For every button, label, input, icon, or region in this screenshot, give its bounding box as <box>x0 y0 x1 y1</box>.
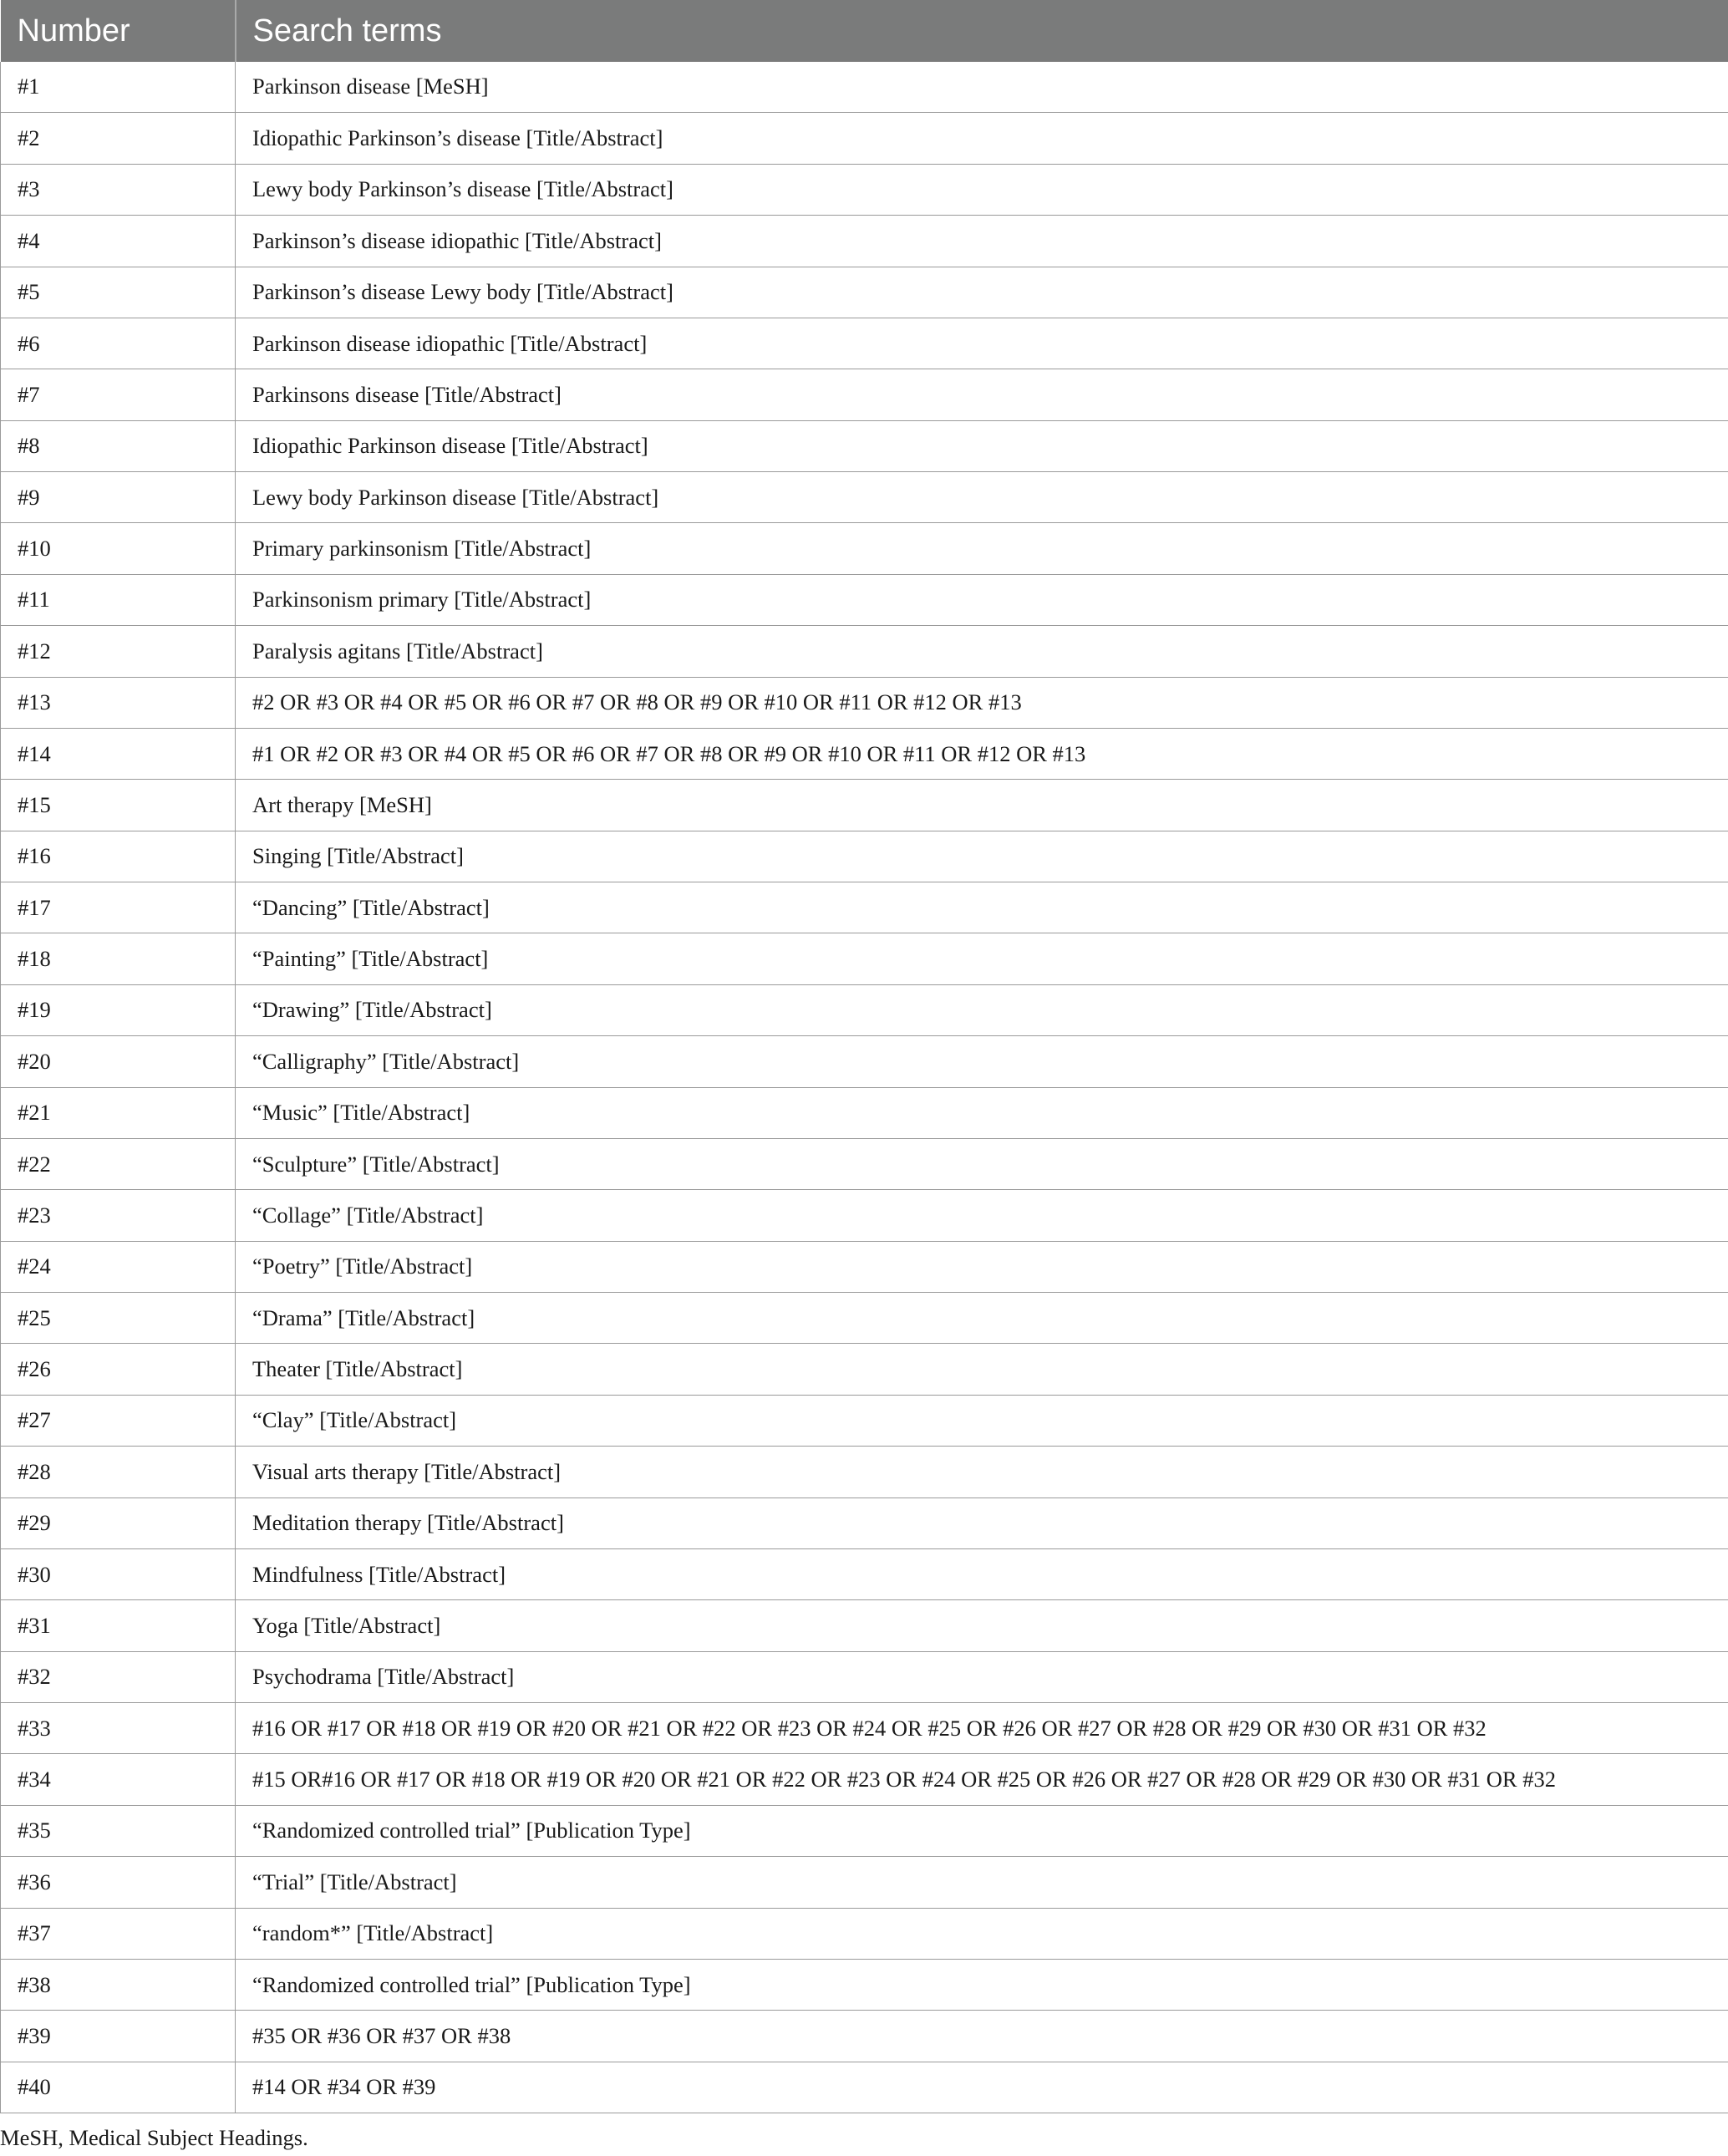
table-row <box>1 216 1728 267</box>
search-terms-cell: Theater [Title/Abstract] <box>236 1344 1728 1395</box>
row-number-cell: #12 <box>1 626 236 677</box>
row-number-cell: #2 <box>1 113 236 164</box>
row-number-cell: #16 <box>1 831 236 882</box>
search-terms-cell: Idiopathic Parkinson’s disease [Title/Abstract] <box>236 113 1728 164</box>
row-number-cell: #35 <box>1 1805 236 1856</box>
search-terms-cell: Visual arts therapy [Title/Abstract] <box>236 1447 1728 1498</box>
search-terms-cell: “Randomized controlled trial” [Publication Type] <box>236 1959 1728 2010</box>
search-terms-cell: “Music” [Title/Abstract] <box>236 1087 1728 1138</box>
row-number-cell: #21 <box>1 1087 236 1138</box>
table-row <box>1 831 1728 882</box>
search-terms-cell: Mindfulness [Title/Abstract] <box>236 1548 1728 1599</box>
search-terms-cell: Psychodrama [Title/Abstract] <box>236 1651 1728 1702</box>
search-terms-cell: Parkinson’s disease Lewy body [Title/Abstract] <box>236 267 1728 318</box>
search-terms-cell: Idiopathic Parkinson disease [Title/Abstract] <box>236 420 1728 471</box>
row-number-cell: #15 <box>1 780 236 831</box>
table-row <box>1 1087 1728 1138</box>
row-number-cell: #17 <box>1 882 236 933</box>
table-row <box>1 728 1728 779</box>
row-number-cell: #39 <box>1 2011 236 2062</box>
row-number-cell: #19 <box>1 984 236 1035</box>
row-number-cell: #38 <box>1 1959 236 2010</box>
search-terms-cell: #35 OR #36 OR #37 OR #38 <box>236 2011 1728 2062</box>
search-terms-cell: Art therapy [MeSH] <box>236 780 1728 831</box>
table-row <box>1 1498 1728 1548</box>
row-number-cell: #26 <box>1 1344 236 1395</box>
search-terms-cell: Primary parkinsonism [Title/Abstract] <box>236 523 1728 574</box>
row-number-cell: #7 <box>1 369 236 420</box>
table-row <box>1 1703 1728 1754</box>
table-row <box>1 1447 1728 1498</box>
table-row <box>1 780 1728 831</box>
table-row <box>1 1548 1728 1599</box>
search-terms-cell: “Randomized controlled trial” [Publication Type] <box>236 1805 1728 1856</box>
table-row <box>1 113 1728 164</box>
search-terms-cell: Parkinsons disease [Title/Abstract] <box>236 369 1728 420</box>
table-row <box>1 1344 1728 1395</box>
table-row <box>1 933 1728 984</box>
search-terms-cell: “Calligraphy” [Title/Abstract] <box>236 1036 1728 1087</box>
search-terms-cell: Yoga [Title/Abstract] <box>236 1600 1728 1651</box>
row-number-cell: #33 <box>1 1703 236 1754</box>
table-row <box>1 1754 1728 1805</box>
table-row <box>1 1190 1728 1241</box>
row-number-cell: #31 <box>1 1600 236 1651</box>
table-row <box>1 164 1728 215</box>
row-number-cell: #4 <box>1 216 236 267</box>
search-terms-cell: “Poetry” [Title/Abstract] <box>236 1241 1728 1292</box>
search-terms-cell: “Dancing” [Title/Abstract] <box>236 882 1728 933</box>
row-number-cell: #24 <box>1 1241 236 1292</box>
row-number-cell: #36 <box>1 1857 236 1908</box>
row-number-cell: #5 <box>1 267 236 318</box>
search-terms-cell: “Drama” [Title/Abstract] <box>236 1293 1728 1344</box>
search-terms-cell: #2 OR #3 OR #4 OR #5 OR #6 OR #7 OR #8 OR #9 OR #10 OR #11 OR #12 OR #13 <box>236 677 1728 728</box>
table-row <box>1 2062 1728 2113</box>
search-terms-cell: Parkinson disease idiopathic [Title/Abstract] <box>236 318 1728 369</box>
row-number-cell: #10 <box>1 523 236 574</box>
table-row <box>1 1908 1728 1959</box>
column-header-number: Number <box>1 1 236 62</box>
search-terms-cell: “Trial” [Title/Abstract] <box>236 1857 1728 1908</box>
table-row <box>1 1600 1728 1651</box>
search-terms-cell: “Sculpture” [Title/Abstract] <box>236 1138 1728 1189</box>
row-number-cell: #9 <box>1 472 236 523</box>
row-number-cell: #20 <box>1 1036 236 1087</box>
table-body <box>1 62 1728 2113</box>
table-row <box>1 62 1728 113</box>
search-terms-cell: “Collage” [Title/Abstract] <box>236 1190 1728 1241</box>
search-terms-cell: Parkinson’s disease idiopathic [Title/Abstract] <box>236 216 1728 267</box>
search-terms-cell: “Painting” [Title/Abstract] <box>236 933 1728 984</box>
table-row <box>1 2011 1728 2062</box>
search-terms-cell: Singing [Title/Abstract] <box>236 831 1728 882</box>
row-number-cell: #28 <box>1 1447 236 1498</box>
row-number-cell: #25 <box>1 1293 236 1344</box>
table-header <box>1 1 1728 62</box>
table-row <box>1 267 1728 318</box>
search-terms-cell: “Drawing” [Title/Abstract] <box>236 984 1728 1035</box>
row-number-cell: #40 <box>1 2062 236 2113</box>
search-terms-cell: Paralysis agitans [Title/Abstract] <box>236 626 1728 677</box>
row-number-cell: #23 <box>1 1190 236 1241</box>
search-terms-cell: #15 OR#16 OR #17 OR #18 OR #19 OR #20 OR #21 OR #22 OR #23 OR #24 OR #25 OR #26 OR #27 OR #28 OR #29 OR #30 OR #31 OR #32 <box>236 1754 1728 1805</box>
column-header-search-terms: Search terms <box>236 1 1728 62</box>
table-row <box>1 626 1728 677</box>
search-terms-cell: Lewy body Parkinson’s disease [Title/Abstract] <box>236 164 1728 215</box>
table-row <box>1 1138 1728 1189</box>
table-row <box>1 574 1728 625</box>
table-row <box>1 523 1728 574</box>
table-row <box>1 318 1728 369</box>
row-number-cell: #8 <box>1 420 236 471</box>
table-row <box>1 1036 1728 1087</box>
row-number-cell: #14 <box>1 728 236 779</box>
table-footnote: MeSH, Medical Subject Headings. <box>0 2125 308 2150</box>
row-number-cell: #29 <box>1 1498 236 1548</box>
table-row <box>1 1959 1728 2010</box>
table-row <box>1 1857 1728 1908</box>
row-number-cell: #3 <box>1 164 236 215</box>
search-terms-cell: “Clay” [Title/Abstract] <box>236 1395 1728 1446</box>
table-row <box>1 1395 1728 1446</box>
search-terms-cell: Parkinson disease [MeSH] <box>236 62 1728 113</box>
row-number-cell: #30 <box>1 1548 236 1599</box>
row-number-cell: #32 <box>1 1651 236 1702</box>
table-row <box>1 1651 1728 1702</box>
table-row <box>1 677 1728 728</box>
table-row <box>1 984 1728 1035</box>
search-terms-cell: “random*” [Title/Abstract] <box>236 1908 1728 1959</box>
table-row <box>1 1805 1728 1856</box>
search-terms-cell: #14 OR #34 OR #39 <box>236 2062 1728 2113</box>
search-terms-cell: #1 OR #2 OR #3 OR #4 OR #5 OR #6 OR #7 OR #8 OR #9 OR #10 OR #11 OR #12 OR #13 <box>236 728 1728 779</box>
table-row <box>1 420 1728 471</box>
row-number-cell: #11 <box>1 574 236 625</box>
table-header-row <box>1 1 1728 62</box>
row-number-cell: #1 <box>1 62 236 113</box>
search-terms-cell: Parkinsonism primary [Title/Abstract] <box>236 574 1728 625</box>
row-number-cell: #37 <box>1 1908 236 1959</box>
row-number-cell: #22 <box>1 1138 236 1189</box>
search-terms-cell: Meditation therapy [Title/Abstract] <box>236 1498 1728 1548</box>
row-number-cell: #13 <box>1 677 236 728</box>
search-terms-cell: Lewy body Parkinson disease [Title/Abstract] <box>236 472 1728 523</box>
search-terms-cell: #16 OR #17 OR #18 OR #19 OR #20 OR #21 OR #22 OR #23 OR #24 OR #25 OR #26 OR #27 OR #28 OR #29 OR #30 OR #31 OR #32 <box>236 1703 1728 1754</box>
table-row <box>1 1293 1728 1344</box>
row-number-cell: #6 <box>1 318 236 369</box>
table-row <box>1 882 1728 933</box>
table-row <box>1 472 1728 523</box>
row-number-cell: #34 <box>1 1754 236 1805</box>
table-row <box>1 1241 1728 1292</box>
row-number-cell: #18 <box>1 933 236 984</box>
row-number-cell: #27 <box>1 1395 236 1446</box>
table-row <box>1 369 1728 420</box>
